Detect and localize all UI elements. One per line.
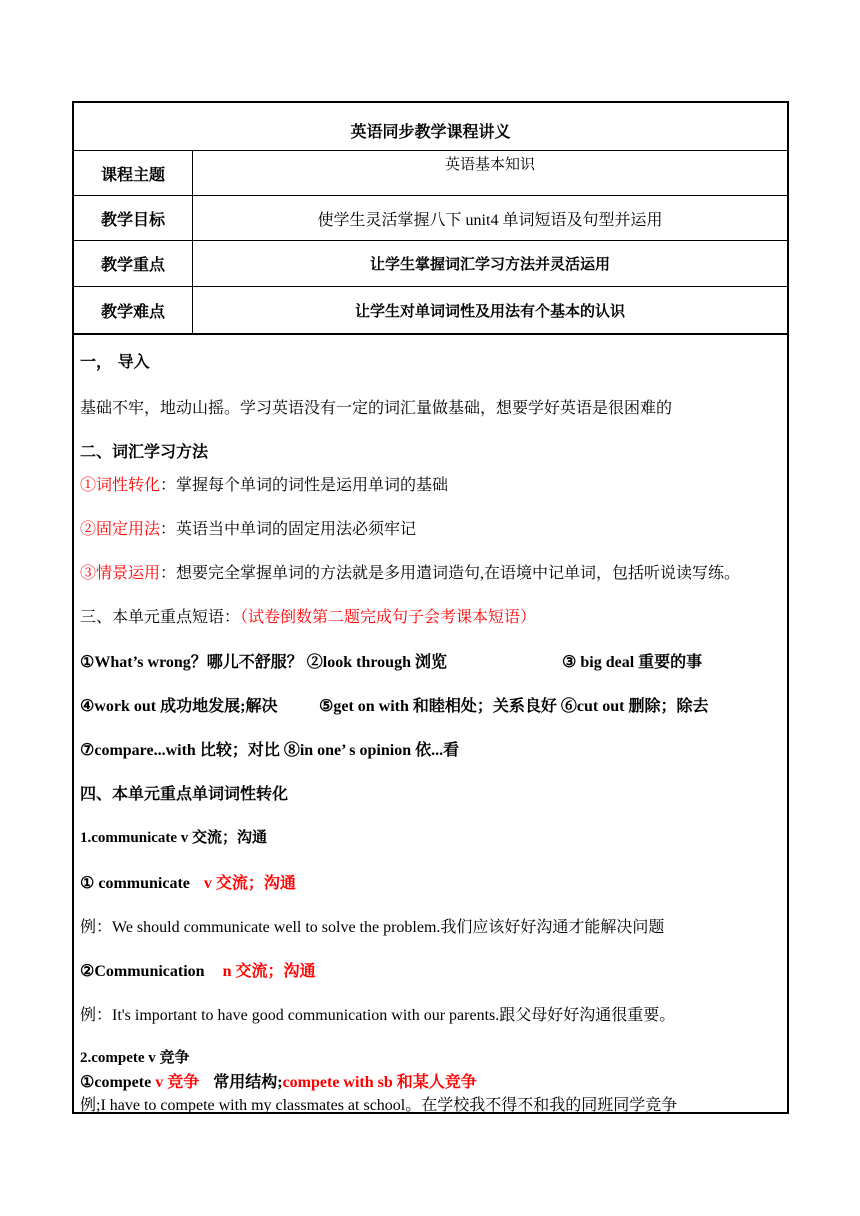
method-item [80,560,740,583]
example-sentence: 例：We should communicate well to solve the problem.我们应该好好沟通才能解决问题 [80,919,665,936]
phrases-heading-note: （试卷倒数第二题完成句子会考课本短语） [240,609,537,626]
word-form-structure: compete with sb 和某人竞争 [282,1074,477,1091]
section-method-heading: 二、词汇学习方法 [80,442,209,461]
content-area [74,335,787,1112]
info-row-topic [74,151,787,196]
method-keyword: 固定用法 [96,521,161,538]
phrase-line: ①What’s wrong？哪儿不舒服？ ②look through 浏览 [80,654,447,671]
word-form [80,1069,477,1092]
section-intro-heading: 一， 导入 [80,352,150,371]
lesson-table [72,101,789,1114]
info-label: 教学重点 [74,241,193,286]
method-item [80,516,416,539]
word-form-word: ①compete [80,1074,152,1091]
word-form-pos: v 竞争 [155,1074,200,1091]
section-phrases-heading [80,604,536,627]
word-form [80,958,315,981]
method-keyword: 词性转化 [96,477,161,494]
word-form-pos: n 交流；沟通 [222,963,316,980]
info-label: 课程主题 [74,151,193,195]
method-number: ② [80,521,97,538]
info-row-difficulty [74,287,787,335]
info-value: 让学生掌握词汇学习方法并灵活运用 [369,255,610,273]
info-value: 让学生对单词词性及用法有个基本的认识 [354,301,625,320]
method-number: ③ [80,565,97,582]
phrase-line: ④work out 成功地发展;解决 [80,698,278,715]
method-number: ① [80,477,97,494]
info-value: 使学生灵活掌握八下 unit4 单词短语及句型并运用 [317,211,663,229]
method-text: ：掌握每个单词的词性是运用单词的基础 [160,477,449,494]
word-form-structure-label: 常用结构; [213,1074,283,1091]
method-keyword: 情景运用 [96,565,161,582]
word-form-pos: v 交流；沟通 [203,875,296,892]
word-form [80,870,296,893]
info-row-focus [74,241,787,287]
title-row [74,103,787,151]
word-title: 2.compete v 竞争 [80,1050,190,1066]
info-row-goal [74,196,787,241]
phrase-line: ③ big deal 重要的事 [562,654,703,671]
method-text: ：英语当中单词的固定用法必须牢记 [160,521,417,538]
page-title: 英语同步教学课程讲义 [350,122,511,141]
phrase-line: ⑤get on with 和睦相处；关系良好 ⑥cut out 删除；除去 [319,698,709,715]
info-value: 英语基本知识 [444,155,535,173]
word-title: 1.communicate v 交流；沟通 [80,830,268,846]
phrases-heading-text: 三、本单元重点短语： [80,609,241,626]
info-label: 教学难点 [74,287,193,333]
example-sentence: 例;I have to compete with my classmates at school。在学校我不得不和我的同班同学竞争 [80,1097,678,1114]
section-words-heading: 四、本单元重点单词词性转化 [80,786,289,803]
word-form-word: ① communicate [80,875,190,892]
word-form-word: ②Communication [80,963,205,980]
method-text: ：想要完全掌握单词的方法就是多用遣词造句,在语境中记单词，包括听说读写练。 [160,565,741,582]
section-intro-text: 基础不牢，地动山摇。学习英语没有一定的词汇量做基础，想要学好英语是很困难的 [80,398,673,417]
phrase-line: ⑦compare...with 比较；对比 ⑧in one’ s opinion 依...看 [80,742,460,759]
example-sentence: 例：It's important to have good communication with our parents.跟父母好好沟通很重要。 [80,1007,676,1024]
info-label: 教学目标 [74,196,193,240]
method-item [80,472,448,495]
